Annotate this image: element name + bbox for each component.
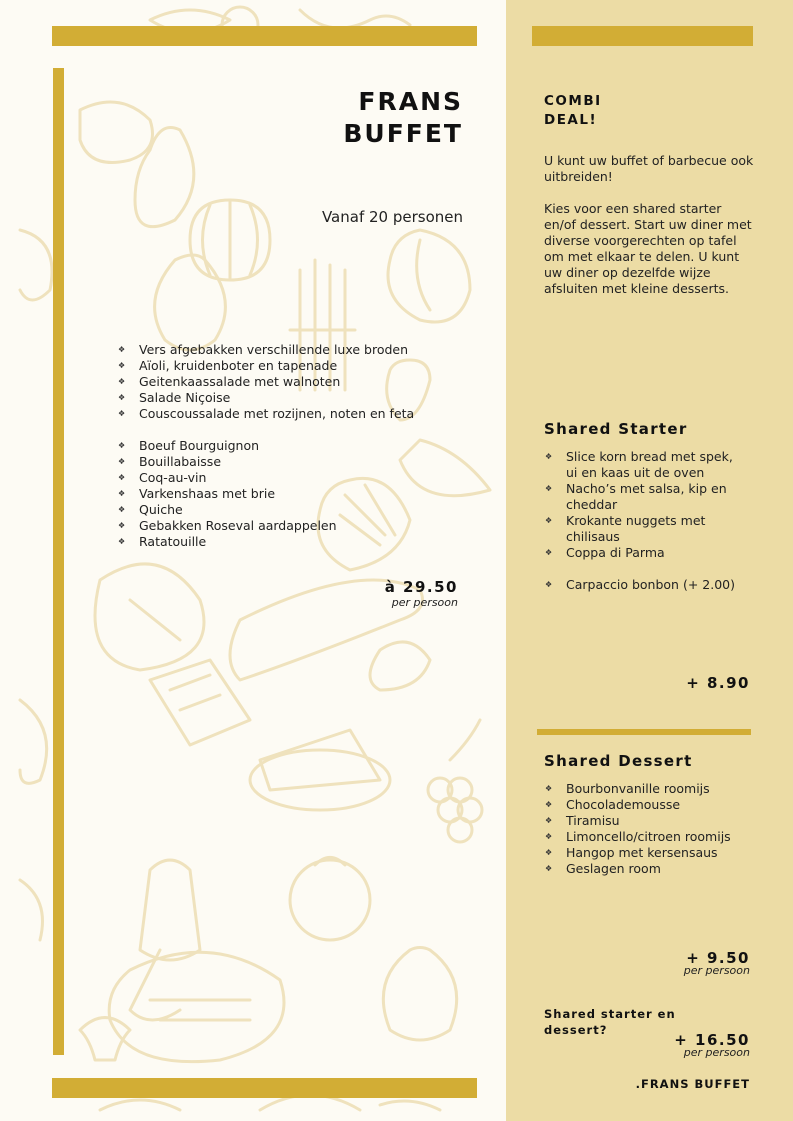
buffet-menu-group-2 xyxy=(118,438,337,550)
list-item: ❖ Aïoli, kruidenboter en tapenade xyxy=(118,358,414,374)
list-item: ❖ Varkenshaas met brie xyxy=(118,486,337,502)
list-item: ❖ Nacho’s met salsa, kip en cheddar xyxy=(545,481,745,513)
list-item: ❖ Coq-au-vin xyxy=(118,470,337,486)
top-left-gold-bar xyxy=(52,26,477,46)
page-title xyxy=(263,86,463,150)
combo-price-unit: per persoon xyxy=(683,1046,750,1059)
list-item: ❖ Salade Niçoise xyxy=(118,390,414,406)
combo-question: Shared starter en dessert? xyxy=(544,1007,676,1037)
combi-deal-title xyxy=(544,92,744,130)
list-item: ❖ Boeuf Bourguignon xyxy=(118,438,337,454)
list-item: ❖ Krokante nuggets met chilisaus xyxy=(545,513,745,545)
shared-starter-list xyxy=(545,449,745,593)
list-item: ❖ Quiche xyxy=(118,502,337,518)
list-item: ❖ Geitenkaassalade met walnoten xyxy=(118,374,414,390)
shared-dessert-title: Shared Dessert xyxy=(544,752,693,770)
starter-price: + 8.90 xyxy=(686,674,750,692)
list-item: ❖ Ratatouille xyxy=(118,534,337,550)
dessert-price: + 9.50 xyxy=(686,949,750,967)
list-item: ❖ Geslagen room xyxy=(545,861,745,877)
list-item: ❖ Limoncello/citroen roomijs xyxy=(545,829,745,845)
title-line-1: FRANS xyxy=(358,87,463,116)
list-item: ❖ Slice korn bread met spek, ui en kaas uit de oven xyxy=(545,449,745,481)
brand-footer: .FRANS BUFFET xyxy=(635,1077,750,1091)
page-subtitle: Vanaf 20 personen xyxy=(321,208,463,226)
shared-starter-title: Shared Starter xyxy=(544,420,688,438)
buffet-price: à 29.50 xyxy=(384,578,458,596)
divider-gold-bar xyxy=(537,729,751,735)
shared-dessert-list xyxy=(545,781,745,877)
list-item: ❖ Coppa di Parma xyxy=(545,545,745,561)
bottom-left-gold-bar xyxy=(52,1078,477,1098)
list-item: ❖ Tiramisu xyxy=(545,813,745,829)
left-vertical-gold-bar xyxy=(53,68,64,1055)
list-item: ❖ Couscoussalade met rozijnen, noten en feta xyxy=(118,406,414,422)
combi-text-paragraph-2: Kies voor een shared starter en/of dessert. Start uw diner met diverse voorgerechten op tafel om met elkaar te delen. U kunt uw diner op dezelfde wijze afsluiten met kleine desserts. xyxy=(544,201,752,296)
combi-deal-description xyxy=(544,153,754,313)
buffet-menu-group-1 xyxy=(118,342,414,422)
list-item: ❖ Vers afgebakken verschillende luxe broden xyxy=(118,342,414,358)
buffet-price-unit: per persoon xyxy=(391,596,458,609)
combi-text-paragraph-1: U kunt uw buffet of barbecue ook uitbreiden! xyxy=(544,153,754,184)
list-item: ❖ Bouillabaisse xyxy=(118,454,337,470)
combi-title-line-2: DEAL! xyxy=(544,112,598,128)
list-item: ❖ Carpaccio bonbon (+ 2.00) xyxy=(545,577,745,593)
list-item: ❖ Gebakken Roseval aardappelen xyxy=(118,518,337,534)
combi-title-line-1: COMBI xyxy=(544,93,602,109)
dessert-price-unit: per persoon xyxy=(683,964,750,977)
list-item: ❖ Bourbonvanille roomijs xyxy=(545,781,745,797)
top-right-gold-bar xyxy=(532,26,753,46)
list-item: ❖ Hangop met kersensaus xyxy=(545,845,745,861)
combo-price: + 16.50 xyxy=(674,1031,750,1049)
title-line-2: BUFFET xyxy=(343,119,463,148)
list-item: ❖ Chocolademousse xyxy=(545,797,745,813)
